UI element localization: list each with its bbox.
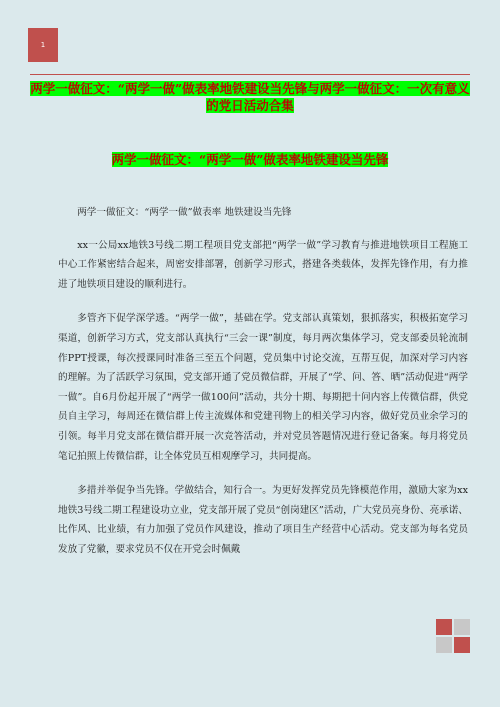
decor-square-gray	[454, 619, 470, 635]
section-title-text: 两学一做征文：“两学一做”做表率地铁建设当先锋	[111, 152, 389, 167]
paragraph-heading: 两学一做征文：“两学一做”做表率 地铁建设当先锋	[77, 207, 292, 218]
decorative-squares	[436, 619, 470, 653]
paragraph: xx一公局xx地铁3号线二期工程项目党支部把“两学一做”学习教育与推进地铁项目工程施工中心工作紧密结合起来，周密安排部署，创新学习形式，搭建各类载体，发挥先锋作用，有力推进了地铁项目建设的顺利进行。	[58, 239, 468, 290]
document-body	[58, 203, 468, 575]
paragraph: 多措并举促争当先锋。学做结合，知行合一。为更好发挥党员先锋模范作用，激励大家为xx地铁3号线二期工程建设功立业，党支部开展了党员“创岗建区”活动，广大党员亮身份、亮承诺、比作风、比业绩，有力加强了党员作风建设，推动了项目生产经营中心活动。党支部为每名党员发放了党徽，要求党员不仅在开党会时佩戴	[58, 485, 468, 555]
section-title	[30, 150, 470, 168]
decor-square-gray	[436, 637, 452, 653]
header-rule	[30, 74, 470, 75]
document-title-text: 两学一做征文：“两学一做”做表率地铁建设当先锋与两学一做征文：一次有意义的党日活动合集	[30, 81, 470, 113]
decor-square-red	[436, 619, 452, 635]
document-title	[30, 80, 470, 114]
paragraph: 多管齐下促学深学透。“两学一做”，基础在学。党支部认真策划，狠抓落实，积极拓宽学习渠道，创新学习方式，党支部认真执行“三会一课”制度，每月两次集体学习，党支部委员轮流制作PPT授课，每次授课同时准备三至五个问题，党员集中讨论交流，互帮互促，加深对学习内容的理解。为了活跃学习氛围，党支部开通了党员微信群，开展了“学、问、答、晒”活动促进“两学一做”。自6月份起开展了“两学一做100问”活动，共分十期、每期把十问内容上传微信群，供党员自主学习，每周还在微信群上传主流媒体和党建刊物上的相关学习内容，做好党员业余学习的引领。每半月党支部在微信群开展一次竞答活动，并对党员答题情况进行登记备案。每月将党员笔记拍照上传微信群，让全体党员互相观摩学习，共同提高。	[58, 313, 468, 462]
page-number-badge: 1	[28, 28, 58, 62]
decor-square-red	[454, 637, 470, 653]
